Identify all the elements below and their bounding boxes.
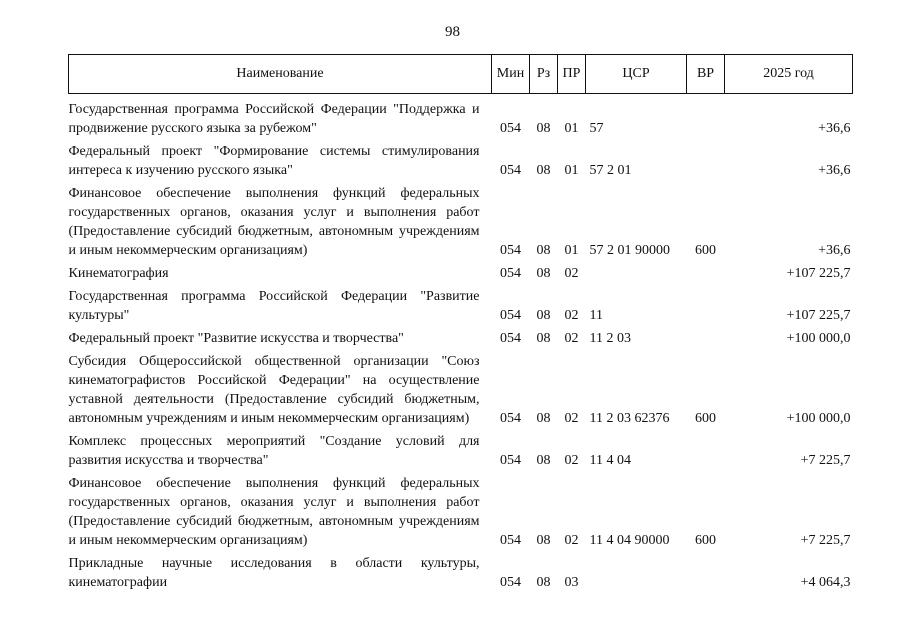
row-pr: 03: [564, 575, 579, 590]
row-amount: +100 000,0: [786, 331, 851, 346]
row-rz: 08: [536, 533, 551, 548]
row-amount: +7 225,7: [800, 453, 851, 468]
budget-table: [68, 54, 853, 596]
row-min: 054: [500, 243, 521, 258]
row-min: 054: [500, 575, 521, 590]
row-amount: +36,6: [818, 243, 851, 258]
row-min: 054: [500, 121, 521, 136]
header-rz: Рз: [530, 55, 558, 94]
table-row: [69, 184, 853, 264]
row-rz: 08: [536, 575, 551, 590]
row-csr: 11 2 03 62376: [589, 411, 670, 426]
row-name: Государственная программа Российской Федерации "Развитие культуры": [68, 289, 480, 323]
row-rz: 08: [536, 243, 551, 258]
row-amount: +107 225,7: [786, 308, 851, 323]
row-pr: 02: [564, 453, 579, 468]
row-csr: 57 2 01 90000: [589, 243, 670, 258]
row-pr: 02: [564, 533, 579, 548]
row-min: 054: [500, 331, 521, 346]
row-vr: [687, 287, 725, 329]
row-amount: +100 000,0: [786, 411, 851, 426]
table-row: [69, 474, 853, 554]
row-min: 054: [500, 308, 521, 323]
table-row: [69, 287, 853, 329]
row-amount: +36,6: [818, 163, 851, 178]
header-csr: ЦСР: [586, 55, 687, 94]
row-vr: 600: [695, 243, 716, 258]
row-csr: 11 4 04 90000: [589, 533, 670, 548]
row-name: Субсидия Общероссийской общественной организации "Союз кинематографистов Российской Федерации" на осуществление уставной деятельности (Предоставление субсидий бюджетным, автономным учреждениям и иным некоммерческим организациям): [68, 354, 480, 426]
row-pr: 02: [564, 308, 579, 323]
header-pr: ПР: [558, 55, 586, 94]
row-min: 054: [500, 163, 521, 178]
row-rz: 08: [536, 411, 551, 426]
row-name: Федеральный проект "Формирование системы стимулирования интереса к изучению русского языка": [68, 144, 480, 178]
row-amount: +36,6: [818, 121, 851, 136]
row-csr: 57: [589, 121, 604, 136]
header-name: Наименование: [69, 55, 492, 94]
row-name: Кинематография: [68, 266, 169, 281]
row-vr: [687, 264, 725, 287]
row-csr: 11 2 03: [589, 331, 631, 346]
row-pr: 02: [564, 331, 579, 346]
row-vr: [687, 432, 725, 474]
row-csr: [586, 554, 687, 596]
row-min: 054: [500, 266, 521, 281]
header-min: Мин: [492, 55, 530, 94]
row-vr: [687, 329, 725, 352]
row-vr: [687, 142, 725, 184]
row-min: 054: [500, 533, 521, 548]
row-pr: 01: [564, 243, 579, 258]
row-min: 054: [500, 411, 521, 426]
row-name: Финансовое обеспечение выполнения функций федеральных государственных органов, оказания услуг и выполнения работ (Предоставление субсидий бюджетным, автономным учреждениям и иным некоммерческим организациям): [68, 476, 480, 548]
row-rz: 08: [536, 163, 551, 178]
row-amount: +4 064,3: [800, 575, 851, 590]
row-rz: 08: [536, 453, 551, 468]
table-body: [69, 94, 853, 597]
page-number: 98: [445, 24, 460, 40]
table-row: [69, 554, 853, 596]
row-pr: 01: [564, 163, 579, 178]
table-row: [69, 329, 853, 352]
table-header: [69, 55, 853, 94]
row-vr: [687, 554, 725, 596]
row-vr: [687, 94, 725, 143]
table-row: [69, 432, 853, 474]
row-name: Прикладные научные исследования в области культуры, кинематографии: [68, 556, 480, 590]
row-name: Комплекс процессных мероприятий "Создание условий для развития искусства и творчества": [68, 434, 480, 468]
row-vr: 600: [695, 411, 716, 426]
row-rz: 08: [536, 121, 551, 136]
table-row: [69, 142, 853, 184]
row-pr: 02: [564, 411, 579, 426]
row-csr: 11 4 04: [589, 453, 631, 468]
row-rz: 08: [536, 331, 551, 346]
row-amount: +107 225,7: [786, 266, 851, 281]
row-csr: 57 2 01: [589, 163, 632, 178]
header-year: 2025 год: [725, 55, 853, 94]
row-rz: 08: [536, 266, 551, 281]
row-csr: 11: [589, 308, 603, 323]
row-name: Государственная программа Российской Федерации "Поддержка и продвижение русского языка за рубежом": [68, 102, 480, 136]
row-pr: 01: [564, 121, 579, 136]
row-pr: 02: [564, 266, 579, 281]
table-row: [69, 94, 853, 143]
table-row: [69, 352, 853, 432]
header-vr: ВР: [687, 55, 725, 94]
row-rz: 08: [536, 308, 551, 323]
table-row: [69, 264, 853, 287]
row-name: Финансовое обеспечение выполнения функций федеральных государственных органов, оказания услуг и выполнения работ (Предоставление субсидий бюджетным, автономным учреждениям и иным некоммерческим организациям): [68, 186, 480, 258]
row-csr: [586, 264, 687, 287]
row-amount: +7 225,7: [800, 533, 851, 548]
row-min: 054: [500, 453, 521, 468]
row-vr: 600: [695, 533, 716, 548]
row-name: Федеральный проект "Развитие искусства и творчества": [68, 331, 404, 346]
